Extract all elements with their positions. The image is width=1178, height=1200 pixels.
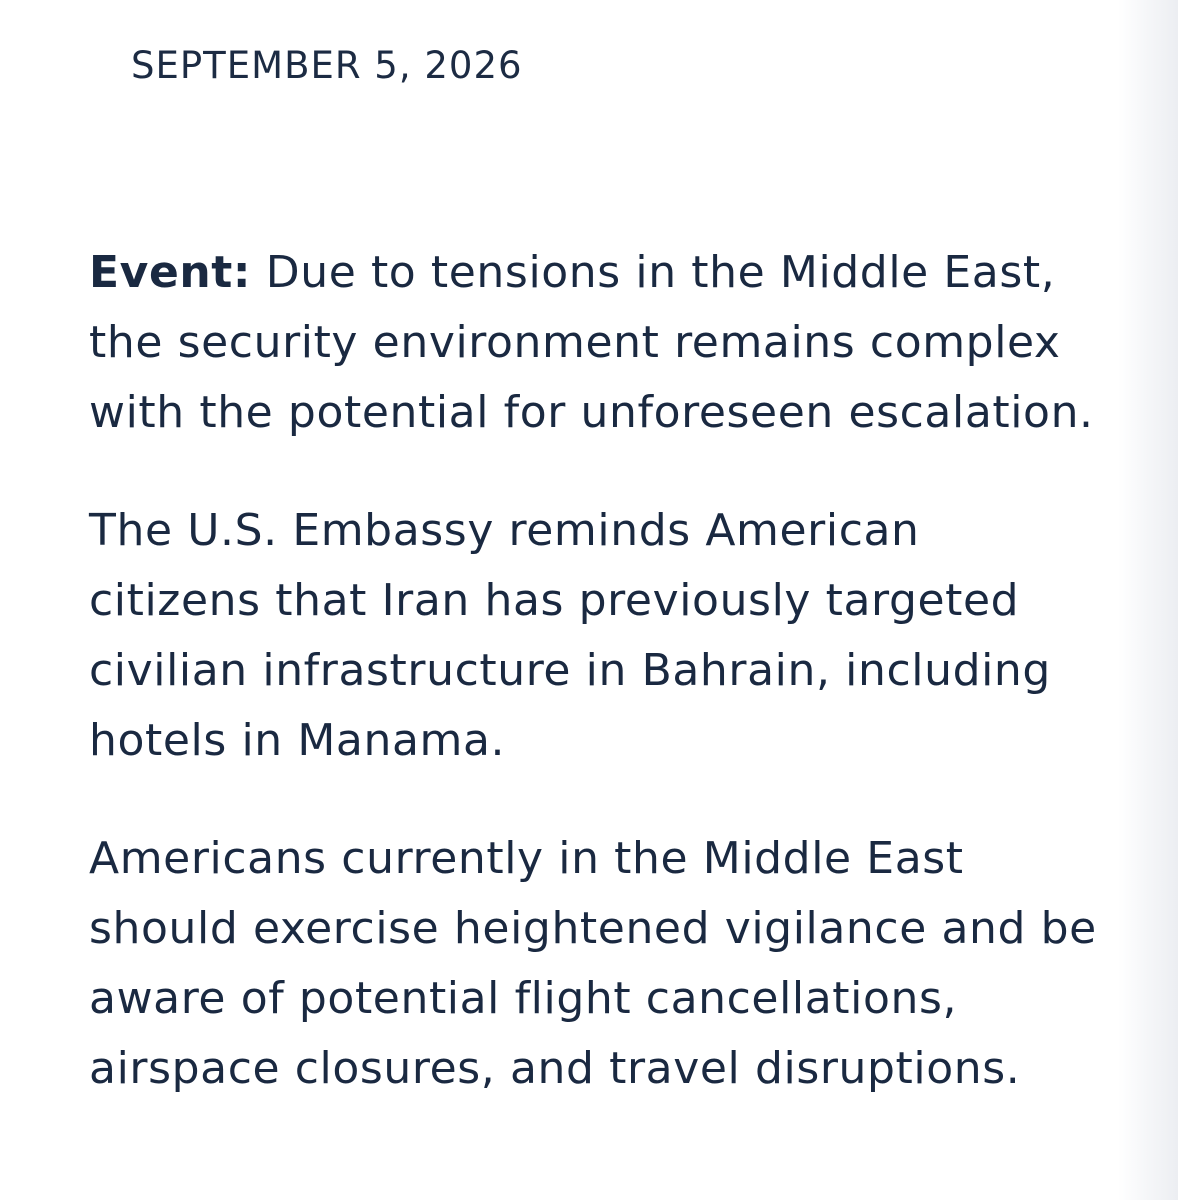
event-label: Event: xyxy=(89,247,252,298)
event-paragraph xyxy=(89,238,1099,448)
alert-body xyxy=(89,238,1099,1152)
advice-paragraph: Americans currently in the Middle East should exercise heightened vigilance and be aware of potential flight cancellations, airspace closures, and travel disruptions. xyxy=(89,833,1097,1094)
reminder-paragraph: The U.S. Embassy reminds American citizens that Iran has previously targeted civilian infrastructure in Bahrain, including hotels in Manama. xyxy=(89,505,1051,766)
right-edge-shading xyxy=(1118,0,1178,1200)
event-text: Due to tensions in the Middle East, the security environment remains complex with the potential for unforeseen escalation. xyxy=(89,247,1094,438)
publish-date: SEPTEMBER 5, 2026 xyxy=(131,44,523,87)
